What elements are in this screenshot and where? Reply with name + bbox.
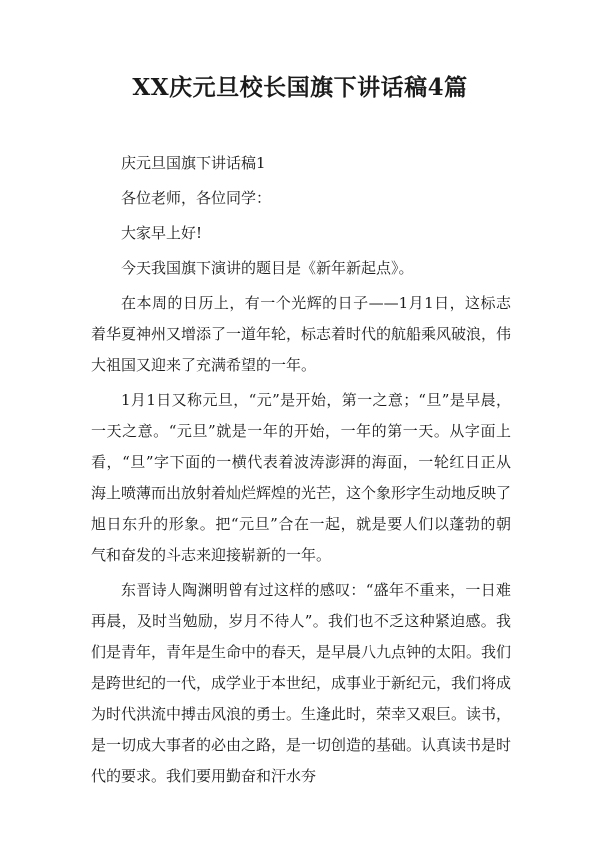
document-title: XX庆元旦校长国旗下讲话稿4篇 xyxy=(132,74,468,101)
speech-topic: 今天我国旗下演讲的题目是《新年新起点》。 xyxy=(121,259,414,277)
paragraph: 在本周的日历上，有一个光辉的日子——1月1日，这标志着华夏神州又增添了一道年轮，标志着时代的航船乘风破浪，伟大祖国又迎来了充满希望的一年。 xyxy=(91,294,512,374)
salutation: 各位老师，各位同学： xyxy=(121,189,272,207)
document-body xyxy=(91,148,511,792)
section-heading: 庆元旦国旗下讲话稿1 xyxy=(121,154,266,172)
paragraph: 1月1日又称元旦，“元”是开始，第一之意；“旦”是早晨，一天之意。“元旦”就是一年的开始，一年的第一天。从字面上看，“旦”字下面的一横代表着波涛澎湃的海面，一轮红日正从海上喷薄而出放射着灿烂辉煌的光芒，这个象形字生动地反映了旭日东升的形象。把“元旦”合在一起，就是要人们以蓬勃的朝气和奋发的斗志来迎接崭新的一年。 xyxy=(91,391,512,564)
paragraph: 东晋诗人陶渊明曾有过这样的感叹：“盛年不重来，一日难再晨，及时当勉励，岁月不待人”。我们也不乏这种紧迫感。我们是青年，青年是生命中的春天，是早晨八九点钟的太阳。我们是跨世纪的一代，成学业于本世纪，成事业于新纪元，我们将成为时代洪流中搏击风浪的勇士。生逢此时，荣幸又艰巨。读书，是一切成大事者的必由之路，是一切创造的基础。认真读书是时代的要求。我们要用勤奋和汗水夯 xyxy=(91,581,512,785)
greeting: 大家早上好! xyxy=(121,224,203,242)
